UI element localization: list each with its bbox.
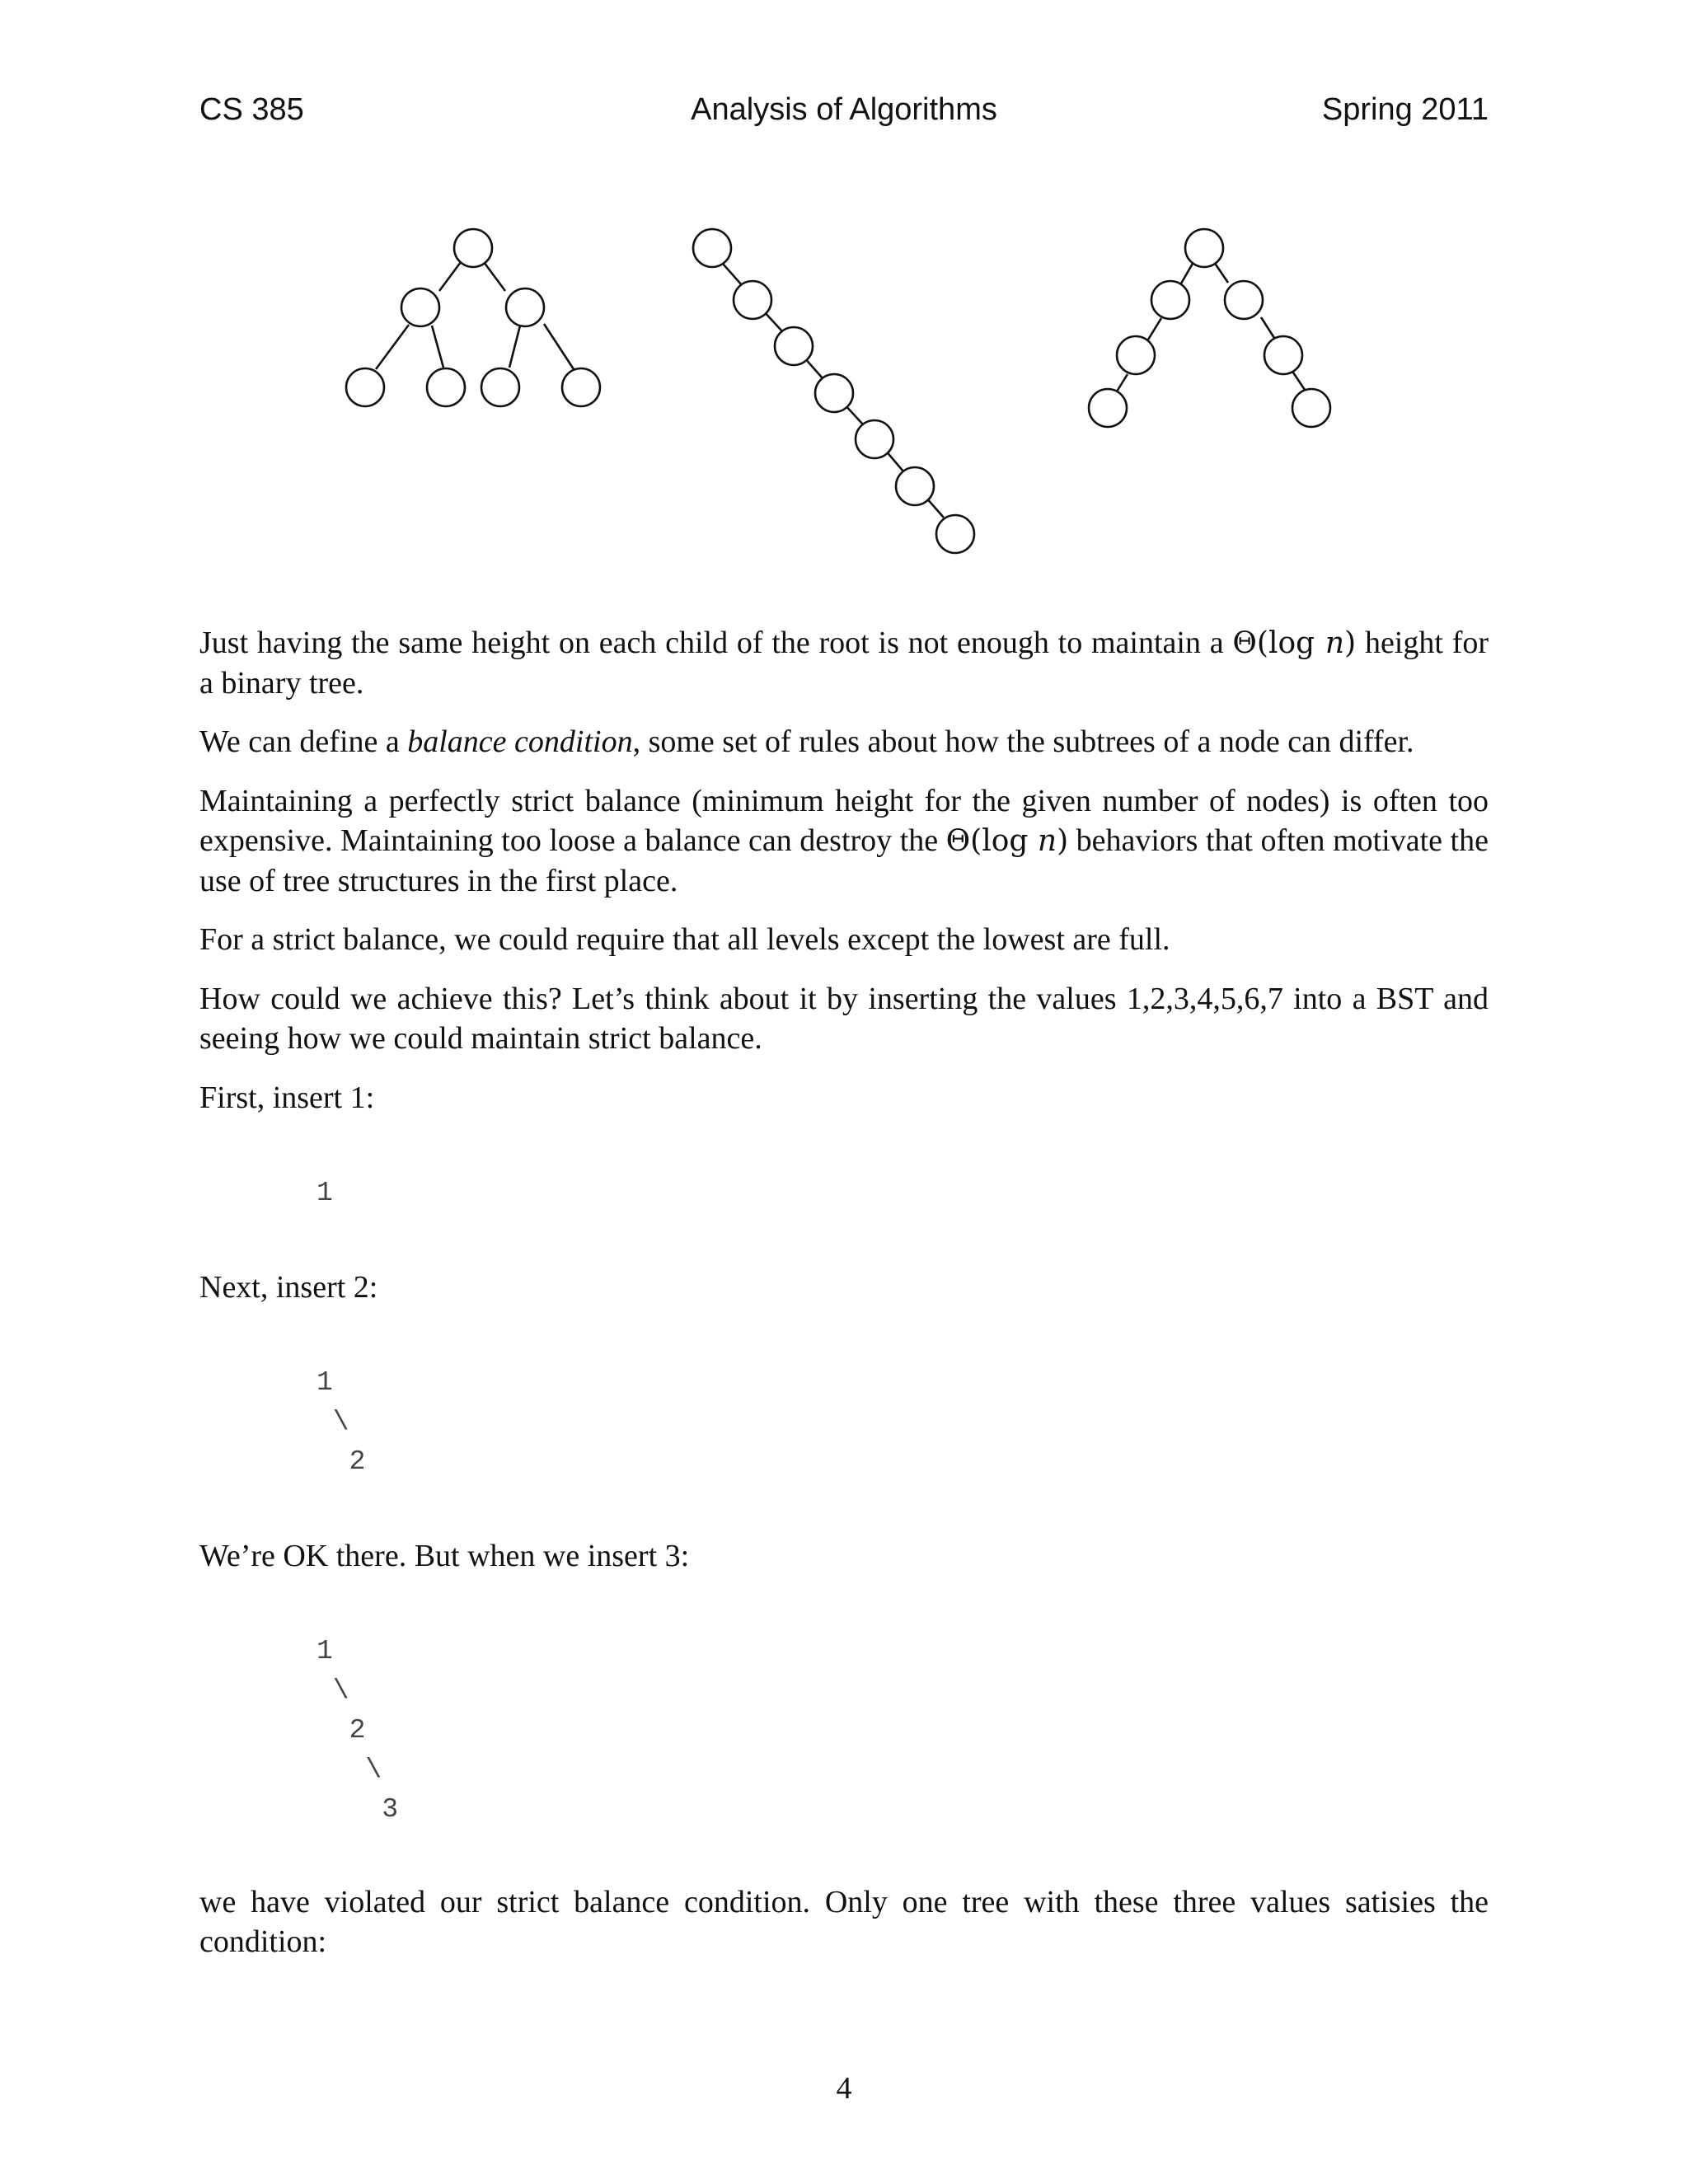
tree-node xyxy=(896,467,934,505)
tree-node xyxy=(401,288,439,326)
paragraph-insert-2: Next, insert 2: xyxy=(199,1270,378,1305)
page-number: 4 xyxy=(836,2071,852,2106)
tree-node xyxy=(346,368,384,406)
tree-node xyxy=(1185,229,1223,267)
tree-node xyxy=(936,515,974,553)
tree-node xyxy=(1264,336,1302,374)
tree-node xyxy=(1225,281,1263,319)
term: Spring 2011 xyxy=(1321,92,1489,127)
theta-log-n: Θ(log n) xyxy=(945,824,1069,858)
paragraph-insert-1: First, insert 1: xyxy=(199,1080,375,1115)
paragraph-strict-balance-cost: Maintaining a perfectly strict balance (minimum height for the given number of nodes) is often too expensive. Maintaining too loose a balance can destroy the Θ(log n) behaviors that often motivate the use of tree structures in the first place. xyxy=(199,784,1489,898)
course-title: Analysis of Algorithms xyxy=(691,92,997,127)
paragraph-strict-rule: For a strict balance, we could require that all levels except the lowest are full. xyxy=(199,922,1170,957)
tree-node xyxy=(1292,389,1330,427)
tree-node xyxy=(1151,281,1189,319)
tree-node xyxy=(693,229,731,267)
tree-node xyxy=(1089,389,1127,427)
paragraph-balance-condition: We can define a balance condition, some set of rules about how the subtrees of a node can differ. xyxy=(199,724,1414,759)
paragraph-how-achieve: How could we achieve this? Let’s think about it by inserting the values 1,2,3,4,5,6,7 into a BST and seeing how we could maintain strict balance. xyxy=(199,982,1489,1056)
tree-node xyxy=(454,229,492,267)
tree-after-insert-1: 1 xyxy=(316,1178,333,1208)
paragraph-insert-3: We’re OK there. But when we insert 3: xyxy=(199,1539,690,1573)
paragraph-height: Just having the same height on each child of the root is not enough to maintain a Θ(log n) height for a binary tree. xyxy=(199,626,1489,701)
balance-condition-term: balance condition xyxy=(407,724,633,759)
tree-after-insert-3: 1 \ 2 \ 3 xyxy=(316,1636,399,1825)
tree-after-insert-2: 1 \ 2 xyxy=(316,1367,366,1477)
paragraph-violation: we have violated our strict balance condition. Only one tree with these three values satisies the condition: xyxy=(199,1885,1489,1959)
tree-node xyxy=(506,288,544,326)
tree-node xyxy=(427,368,465,406)
tree-node xyxy=(562,368,600,406)
tree-node xyxy=(856,420,893,458)
tree-node xyxy=(775,327,813,365)
theta-log-n: Θ(log n) xyxy=(1232,626,1357,660)
tree-node xyxy=(481,368,519,406)
course-code: CS 385 xyxy=(199,92,304,127)
tree-node xyxy=(815,374,853,412)
tree-shapes-figure xyxy=(0,0,1688,577)
tree-node xyxy=(1117,336,1155,374)
tree-node xyxy=(734,281,771,319)
